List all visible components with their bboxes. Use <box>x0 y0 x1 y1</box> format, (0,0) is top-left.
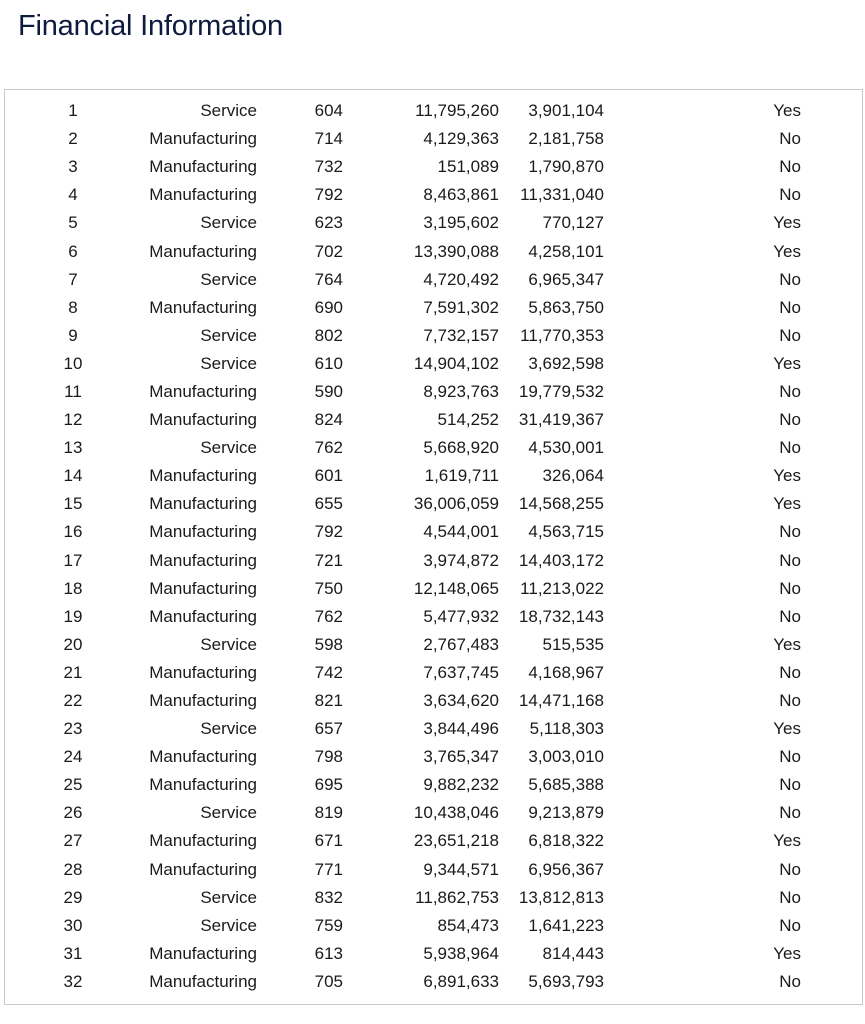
profit-cell: 19,779,532 <box>518 381 604 401</box>
industry-cell: Manufacturing <box>149 691 257 711</box>
industry-cell: Manufacturing <box>149 466 257 486</box>
employees-cell: 590 <box>314 381 343 401</box>
table-row <box>5 912 801 940</box>
company-id-cell: 5 <box>68 213 78 233</box>
company-id-cell: 20 <box>63 634 83 654</box>
company-id-cell: 30 <box>63 915 83 935</box>
employees-cell: 764 <box>314 269 343 289</box>
public-cell: No <box>779 578 801 598</box>
profit-cell: 5,863,750 <box>528 297 604 317</box>
employees-cell: 819 <box>314 803 343 823</box>
table-row <box>5 97 801 125</box>
page-title: Financial Information <box>18 10 283 42</box>
public-cell: No <box>779 887 801 907</box>
company-id-cell: 26 <box>63 803 83 823</box>
public-cell: No <box>779 971 801 991</box>
industry-cell: Manufacturing <box>149 578 257 598</box>
employees-cell: 714 <box>314 129 343 149</box>
employees-cell: 821 <box>314 691 343 711</box>
table-row <box>5 940 801 968</box>
industry-cell: Manufacturing <box>149 522 257 542</box>
table-row <box>5 547 801 575</box>
public-cell: No <box>779 550 801 570</box>
profit-cell: 770,127 <box>542 213 604 233</box>
revenue-cell: 3,634,620 <box>423 691 499 711</box>
employees-cell: 695 <box>314 775 343 795</box>
table-row <box>5 322 801 350</box>
company-id-cell: 29 <box>63 887 83 907</box>
industry-cell: Service <box>200 438 257 458</box>
table-row <box>5 771 801 799</box>
public-cell: Yes <box>773 634 801 654</box>
profit-cell: 6,956,367 <box>528 859 604 879</box>
industry-cell: Manufacturing <box>149 831 257 851</box>
profit-cell: 814,443 <box>542 943 604 963</box>
employees-cell: 690 <box>314 297 343 317</box>
industry-cell: Manufacturing <box>149 410 257 430</box>
industry-cell: Manufacturing <box>149 241 257 261</box>
financial-table <box>5 97 801 996</box>
revenue-cell: 2,767,483 <box>423 634 499 654</box>
public-cell: No <box>779 438 801 458</box>
table-row <box>5 434 801 462</box>
company-id-cell: 1 <box>68 101 78 121</box>
public-cell: No <box>779 185 801 205</box>
public-cell: No <box>779 775 801 795</box>
profit-cell: 5,693,793 <box>528 971 604 991</box>
employees-cell: 759 <box>314 915 343 935</box>
table-row <box>5 856 801 884</box>
revenue-cell: 514,252 <box>437 410 499 430</box>
revenue-cell: 11,795,260 <box>415 101 499 121</box>
profit-cell: 11,770,353 <box>520 325 604 345</box>
company-id-cell: 28 <box>63 859 83 879</box>
public-cell: No <box>779 381 801 401</box>
company-id-cell: 25 <box>63 775 83 795</box>
industry-cell: Manufacturing <box>149 747 257 767</box>
public-cell: No <box>779 522 801 542</box>
employees-cell: 762 <box>314 606 343 626</box>
revenue-cell: 23,651,218 <box>413 831 499 851</box>
employees-cell: 742 <box>314 662 343 682</box>
industry-cell: Manufacturing <box>149 381 257 401</box>
public-cell: Yes <box>773 213 801 233</box>
public-cell: No <box>779 269 801 289</box>
revenue-cell: 3,765,347 <box>423 747 499 767</box>
employees-cell: 613 <box>314 943 343 963</box>
revenue-cell: 5,477,932 <box>423 606 499 626</box>
public-cell: No <box>779 859 801 879</box>
profit-cell: 1,790,870 <box>528 157 604 177</box>
industry-cell: Service <box>200 269 257 289</box>
industry-cell: Service <box>200 915 257 935</box>
profit-cell: 14,403,172 <box>518 550 604 570</box>
company-id-cell: 11 <box>64 381 82 401</box>
public-cell: No <box>779 325 801 345</box>
table-row <box>5 294 801 322</box>
company-id-cell: 7 <box>68 269 78 289</box>
employees-cell: 721 <box>314 550 343 570</box>
public-cell: Yes <box>773 494 801 514</box>
table-row <box>5 125 801 153</box>
profit-cell: 11,331,040 <box>520 185 604 205</box>
table-row <box>5 715 801 743</box>
table-row <box>5 266 801 294</box>
industry-cell: Manufacturing <box>149 185 257 205</box>
industry-cell: Manufacturing <box>149 297 257 317</box>
company-id-cell: 17 <box>63 550 83 570</box>
industry-cell: Service <box>200 353 257 373</box>
table-row <box>5 490 801 518</box>
industry-cell: Manufacturing <box>149 550 257 570</box>
industry-cell: Manufacturing <box>149 775 257 795</box>
table-row <box>5 659 801 687</box>
revenue-cell: 7,637,745 <box>423 662 499 682</box>
industry-cell: Manufacturing <box>149 606 257 626</box>
profit-cell: 1,641,223 <box>528 915 604 935</box>
employees-cell: 671 <box>314 831 343 851</box>
industry-cell: Manufacturing <box>149 943 257 963</box>
public-cell: No <box>779 747 801 767</box>
revenue-cell: 11,862,753 <box>415 887 499 907</box>
profit-cell: 14,568,255 <box>518 494 604 514</box>
industry-cell: Manufacturing <box>149 971 257 991</box>
financial-table-container[interactable] <box>4 89 863 1005</box>
revenue-cell: 8,923,763 <box>423 381 499 401</box>
revenue-cell: 7,732,157 <box>423 325 499 345</box>
industry-cell: Service <box>200 101 257 121</box>
public-cell: Yes <box>773 943 801 963</box>
public-cell: No <box>779 691 801 711</box>
employees-cell: 771 <box>314 859 343 879</box>
employees-cell: 798 <box>314 747 343 767</box>
company-id-cell: 6 <box>68 241 78 261</box>
company-id-cell: 31 <box>63 943 83 963</box>
company-id-cell: 19 <box>63 606 83 626</box>
table-row <box>5 884 801 912</box>
company-id-cell: 24 <box>63 747 83 767</box>
revenue-cell: 5,938,964 <box>423 943 499 963</box>
company-id-cell: 12 <box>63 410 83 430</box>
revenue-cell: 4,129,363 <box>423 129 499 149</box>
employees-cell: 702 <box>314 241 343 261</box>
table-row <box>5 827 801 855</box>
profit-cell: 5,685,388 <box>528 775 604 795</box>
revenue-cell: 151,089 <box>437 157 499 177</box>
employees-cell: 792 <box>314 185 343 205</box>
revenue-cell: 6,891,633 <box>423 971 499 991</box>
profit-cell: 3,901,104 <box>528 101 604 121</box>
industry-cell: Manufacturing <box>149 662 257 682</box>
company-id-cell: 10 <box>63 353 83 373</box>
revenue-cell: 10,438,046 <box>413 803 499 823</box>
table-row <box>5 518 801 546</box>
profit-cell: 14,471,168 <box>518 691 604 711</box>
public-cell: No <box>779 157 801 177</box>
revenue-cell: 14,904,102 <box>413 353 499 373</box>
company-id-cell: 18 <box>63 578 83 598</box>
employees-cell: 832 <box>314 887 343 907</box>
table-row <box>5 350 801 378</box>
industry-cell: Manufacturing <box>149 157 257 177</box>
revenue-cell: 4,720,492 <box>423 269 499 289</box>
table-row <box>5 209 801 237</box>
company-id-cell: 21 <box>63 662 83 682</box>
table-body <box>5 97 801 996</box>
profit-cell: 5,118,303 <box>529 719 604 739</box>
profit-cell: 515,535 <box>542 634 604 654</box>
profit-cell: 3,003,010 <box>528 747 604 767</box>
employees-cell: 750 <box>314 578 343 598</box>
public-cell: Yes <box>773 241 801 261</box>
company-id-cell: 14 <box>63 466 83 486</box>
company-id-cell: 22 <box>63 691 83 711</box>
table-row <box>5 631 801 659</box>
profit-cell: 4,168,967 <box>528 662 604 682</box>
public-cell: Yes <box>773 831 801 851</box>
table-row <box>5 687 801 715</box>
table-row <box>5 462 801 490</box>
table-row <box>5 575 801 603</box>
profit-cell: 6,818,322 <box>528 831 604 851</box>
public-cell: Yes <box>773 466 801 486</box>
profit-cell: 18,732,143 <box>518 606 604 626</box>
company-id-cell: 9 <box>68 325 78 345</box>
industry-cell: Manufacturing <box>149 859 257 879</box>
public-cell: No <box>779 915 801 935</box>
profit-cell: 4,563,715 <box>528 522 604 542</box>
revenue-cell: 36,006,059 <box>413 494 499 514</box>
industry-cell: Service <box>200 719 257 739</box>
company-id-cell: 8 <box>68 297 78 317</box>
public-cell: Yes <box>773 353 801 373</box>
industry-cell: Service <box>200 803 257 823</box>
profit-cell: 326,064 <box>542 466 604 486</box>
revenue-cell: 8,463,861 <box>423 185 499 205</box>
employees-cell: 792 <box>314 522 343 542</box>
revenue-cell: 4,544,001 <box>423 522 499 542</box>
public-cell: No <box>779 297 801 317</box>
industry-cell: Service <box>200 887 257 907</box>
company-id-cell: 15 <box>63 494 83 514</box>
revenue-cell: 3,195,602 <box>423 213 499 233</box>
public-cell: No <box>779 410 801 430</box>
table-row <box>5 743 801 771</box>
profit-cell: 2,181,758 <box>528 129 604 149</box>
company-id-cell: 4 <box>68 185 78 205</box>
profit-cell: 3,692,598 <box>528 353 604 373</box>
revenue-cell: 12,148,065 <box>413 578 499 598</box>
industry-cell: Service <box>200 213 257 233</box>
profit-cell: 11,213,022 <box>520 578 604 598</box>
profit-cell: 4,258,101 <box>528 241 604 261</box>
table-row <box>5 406 801 434</box>
table-row <box>5 799 801 827</box>
table-row <box>5 378 801 406</box>
employees-cell: 824 <box>314 410 343 430</box>
employees-cell: 601 <box>314 466 343 486</box>
company-id-cell: 23 <box>63 719 83 739</box>
profit-cell: 6,965,347 <box>528 269 604 289</box>
table-row <box>5 181 801 209</box>
revenue-cell: 7,591,302 <box>423 297 499 317</box>
company-id-cell: 16 <box>63 522 83 542</box>
public-cell: Yes <box>773 719 801 739</box>
public-cell: No <box>779 606 801 626</box>
company-id-cell: 13 <box>63 438 83 458</box>
public-cell: No <box>779 129 801 149</box>
employees-cell: 705 <box>314 971 343 991</box>
employees-cell: 604 <box>314 101 343 121</box>
table-row <box>5 968 801 996</box>
employees-cell: 655 <box>314 494 343 514</box>
employees-cell: 762 <box>314 438 343 458</box>
revenue-cell: 9,882,232 <box>423 775 499 795</box>
revenue-cell: 5,668,920 <box>423 438 499 458</box>
industry-cell: Service <box>200 634 257 654</box>
industry-cell: Service <box>200 325 257 345</box>
public-cell: Yes <box>773 101 801 121</box>
employees-cell: 623 <box>314 213 343 233</box>
public-cell: No <box>779 662 801 682</box>
revenue-cell: 3,974,872 <box>423 550 499 570</box>
company-id-cell: 3 <box>68 157 78 177</box>
employees-cell: 732 <box>314 157 343 177</box>
table-row <box>5 603 801 631</box>
revenue-cell: 13,390,088 <box>413 241 499 261</box>
revenue-cell: 1,619,711 <box>424 466 499 486</box>
employees-cell: 598 <box>314 634 343 654</box>
public-cell: No <box>779 803 801 823</box>
company-id-cell: 27 <box>63 831 83 851</box>
employees-cell: 610 <box>314 353 343 373</box>
profit-cell: 13,812,813 <box>518 887 604 907</box>
employees-cell: 802 <box>314 325 343 345</box>
industry-cell: Manufacturing <box>149 129 257 149</box>
employees-cell: 657 <box>314 719 343 739</box>
industry-cell: Manufacturing <box>149 494 257 514</box>
company-id-cell: 32 <box>63 971 83 991</box>
table-row <box>5 153 801 181</box>
profit-cell: 9,213,879 <box>528 803 604 823</box>
profit-cell: 31,419,367 <box>518 410 604 430</box>
company-id-cell: 2 <box>68 129 78 149</box>
table-row <box>5 237 801 265</box>
profit-cell: 4,530,001 <box>528 438 604 458</box>
revenue-cell: 9,344,571 <box>423 859 499 879</box>
revenue-cell: 3,844,496 <box>423 719 499 739</box>
revenue-cell: 854,473 <box>437 915 499 935</box>
